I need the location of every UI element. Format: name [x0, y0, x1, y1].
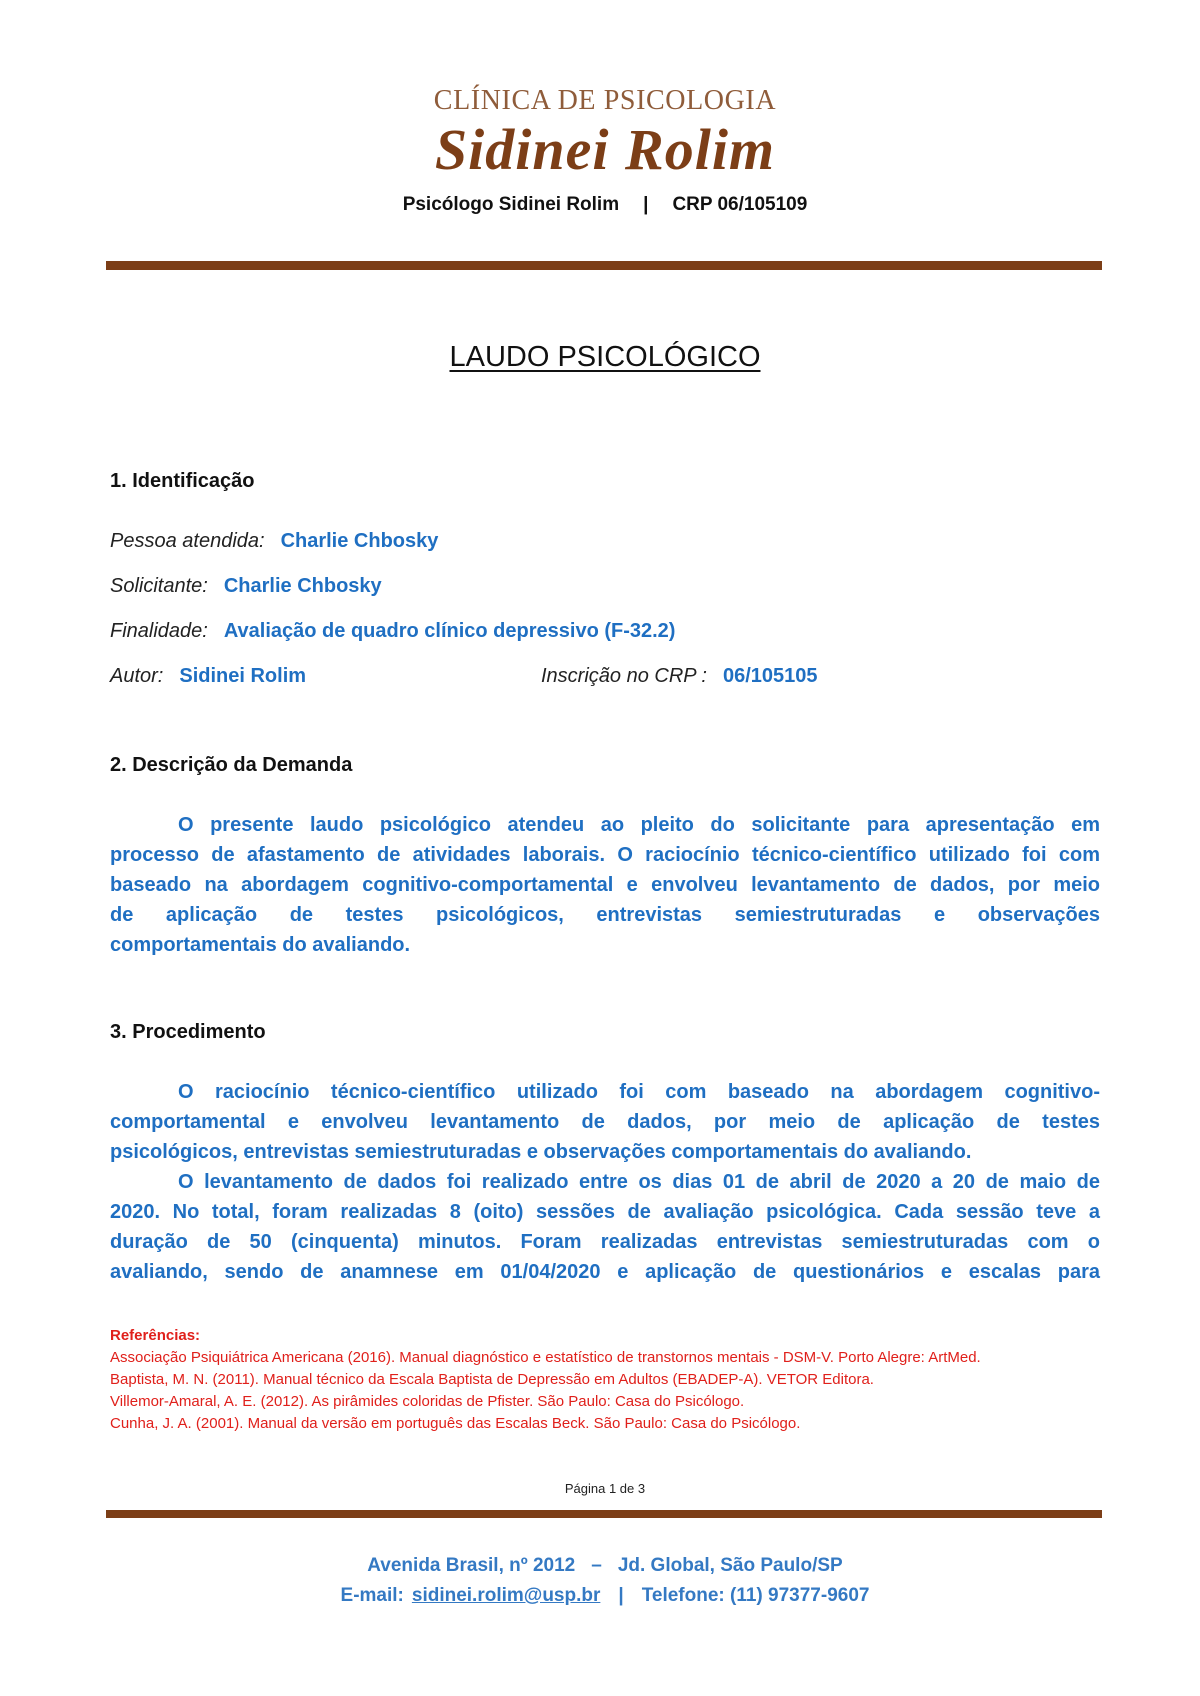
identification-row	[110, 661, 1100, 691]
paragraph-line: psicológicos, entrevistas semiestruturadas e observações comportamentais do avaliando.	[110, 1141, 972, 1163]
references-heading: Referências:	[110, 1327, 201, 1344]
footer-address-line	[110, 1551, 1100, 1581]
header-tagline	[110, 192, 1100, 218]
paragraph-line: duração de 50 (cinquenta) minutos. Foram realizadas entrevistas semiestruturadas com o	[110, 1231, 1100, 1253]
header-divider	[106, 261, 1102, 270]
identification-row	[110, 616, 1100, 646]
section-heading-demand: 2. Descrição da Demanda	[110, 754, 353, 776]
email-link[interactable]: sidinei.rolim@usp.br	[411, 1585, 601, 1606]
psychologist-name: Psicólogo Sidinei Rolim	[402, 194, 620, 215]
document-title-text: LAUDO PSICOLÓGICO	[449, 341, 761, 373]
reference-item: Baptista, M. N. (2011). Manual técnico da Escala Baptista de Depressão em Adultos (EBADEP-A). VETOR Editora.	[110, 1371, 874, 1388]
demand-paragraph	[110, 810, 1100, 960]
tagline-separator: |	[643, 194, 649, 215]
paragraph-line: baseado na abordagem cognitivo-comportamental e envolveu levantamento de dados, por meio	[110, 874, 1100, 896]
field-label: Autor:	[110, 665, 164, 687]
crp-label: Inscrição no CRP :	[541, 665, 707, 687]
field-value: Charlie Chbosky	[280, 530, 439, 552]
footer-phone: Telefone: (11) 97377-9607	[641, 1585, 870, 1606]
email-label: E-mail:	[340, 1585, 404, 1606]
footer-dash: –	[591, 1555, 602, 1576]
paragraph-line: O levantamento de dados foi realizado entre os dias 01 de abril de 2020 a 20 de maio de	[178, 1171, 1100, 1193]
section-heading-procedure: 3. Procedimento	[110, 1021, 266, 1043]
field-value: Avaliação de quadro clínico depressivo (F-32.2)	[223, 620, 676, 642]
crp-value: 06/105105	[723, 665, 818, 687]
identification-row	[110, 526, 1100, 556]
paragraph-line: 2020. No total, foram realizadas 8 (oito) sessões de avaliação psicológica. Cada sessão teve a	[110, 1201, 1100, 1223]
section-heading-identification: 1. Identificação	[110, 470, 255, 492]
crp-number: CRP 06/105109	[672, 194, 808, 215]
paragraph-line: O raciocínio técnico-científico utilizado foi com baseado na abordagem cognitivo-	[178, 1081, 1100, 1103]
document-title	[110, 339, 1100, 375]
field-value: Sidinei Rolim	[179, 665, 307, 687]
paragraph-line: avaliando, sendo de anamnese em 01/04/2020 e aplicação de questionários e escalas para	[110, 1261, 1100, 1283]
page-number: Página 1 de 3	[564, 1481, 646, 1496]
procedure-paragraph	[110, 1077, 1100, 1287]
footer-address: Avenida Brasil, nº 2012	[367, 1555, 576, 1576]
field-value: Charlie Chbosky	[223, 575, 382, 597]
paragraph-line: processo de afastamento de atividades laborais. O raciocínio técnico-científico utilizado foi com	[110, 844, 1100, 866]
footer-divider	[106, 1510, 1102, 1518]
field-label: Pessoa atendida:	[110, 530, 265, 552]
paragraph-line: comportamental e envolveu levantamento de dados, por meio de aplicação de testes	[110, 1111, 1100, 1133]
footer-contact-line	[110, 1581, 1100, 1611]
references-block	[110, 1325, 1100, 1435]
paragraph-line: de aplicação de testes psicológicos, entrevistas semiestruturadas e observações	[110, 904, 1100, 926]
footer-separator: |	[618, 1585, 624, 1606]
identification-row	[110, 571, 1100, 601]
paragraph-line: O presente laudo psicológico atendeu ao pleito do solicitante para apresentação em	[178, 814, 1100, 836]
field-label: Finalidade:	[110, 620, 208, 642]
reference-item: Villemor-Amaral, A. E. (2012). As pirâmides coloridas de Pfister. São Paulo: Casa do Psicólogo.	[110, 1393, 745, 1410]
reference-item: Associação Psiquiátrica Americana (2016). Manual diagnóstico e estatístico de transtornos mentais - DSM-V. Porto Alegre: ArtMed.	[110, 1349, 981, 1366]
field-label: Solicitante:	[110, 575, 208, 597]
footer-district: Jd. Global, São Paulo/SP	[617, 1555, 843, 1576]
crp-registration	[541, 661, 818, 691]
brand-logo-name: Sidinei Rolim	[434, 117, 776, 182]
footer-contact	[110, 1551, 1100, 1611]
paragraph-line: comportamentais do avaliando.	[110, 934, 411, 956]
clinic-label: CLÍNICA DE PSICOLOGIA	[433, 85, 777, 116]
reference-item: Cunha, J. A. (2001). Manual da versão em português das Escalas Beck. São Paulo: Casa do Psicólogo.	[110, 1415, 801, 1432]
